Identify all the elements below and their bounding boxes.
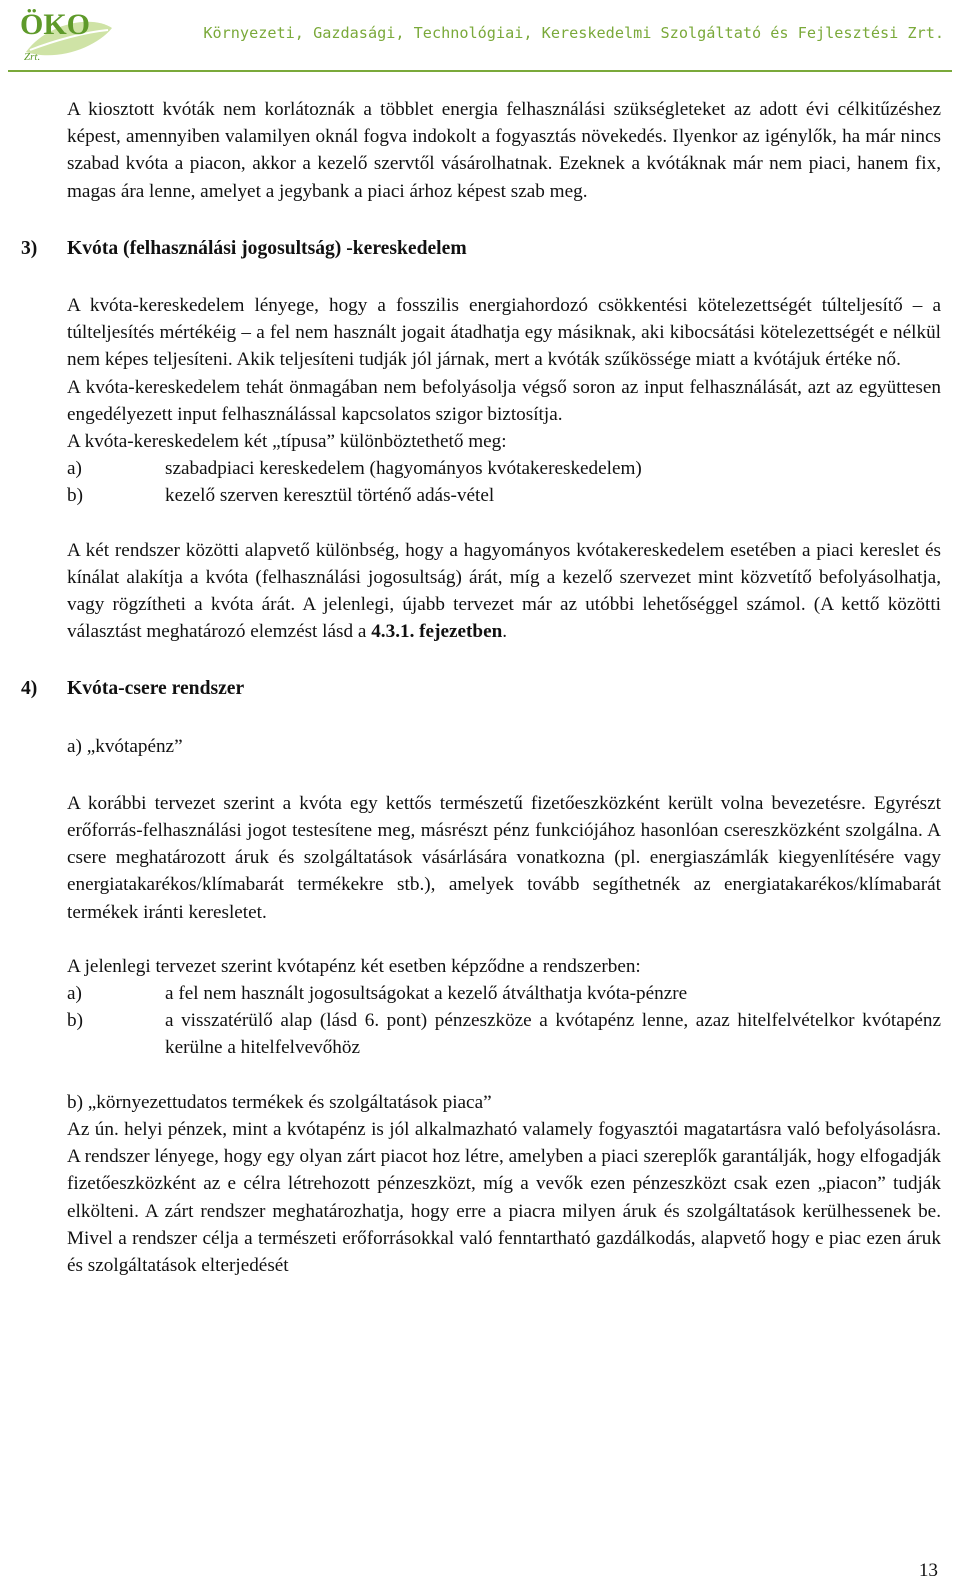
list-item: [67, 482, 941, 509]
paragraph-local-money: Az ún. helyi pénzek, mint a kvótapénz is jól alkalmazható valamely fogyasztói magatartásra való befolyásolásra. A rendszer lényege, hogy egy olyan zárt piacot hoz létre, amelyben a piaci szereplők garantálják, hogy elfogadják fizetőeszközként az e célra létrehozott pénzeszközt, míg a vevők ezen pénzeszközt csak ezen „piacon” tudják elkölteni. A zárt rendszer meghatározhatja, hogy erre a piacra milyen áruk és szolgáltatások kerülhessenek be. Mivel a rendszer célja a természeti erőforrásokkal való fenntartható gazdálkodás, alapvető hogy e piac ezen áruk és szolgáltatások elterjedését: [67, 1118, 941, 1276]
chapter-reference: 4.3.1. fejezetben: [371, 621, 503, 643]
list-item: [67, 1007, 941, 1061]
section-heading-3: [21, 235, 941, 262]
paragraph-text: A két rendszer közötti alapvető különbség, hogy a hagyományos kvótakereskedelem esetében a piaci kereslet és kínálat alakítja a kvóta (felhasználási jogosultság) árát, míg a kezelő szervezet mint közvetítő befolyásolhatja, vagy rögzítheti a kvóta árát. A jelenlegi, újabb tervezet már az utóbbi lehetőséggel számol. (A kettő közötti választást meghatározó elemzést lásd a: [67, 539, 941, 643]
paragraph-end: .: [502, 621, 508, 643]
list-marker: b): [67, 485, 83, 507]
list-text: a fel nem használt jogosultságokat a kezelő átválthatja kvóta-pénzre: [165, 983, 688, 1005]
paragraph-current-draft: A jelenlegi tervezet szerint kvótapénz két esetben képződne a rendszerben:: [67, 955, 641, 977]
list-item: [67, 980, 941, 1007]
list-item: [67, 455, 941, 482]
oko-logo-icon: [16, 4, 116, 66]
paragraph-quota-allocation: A kiosztott kvóták nem korlátoznák a többlet energia felhasználási szükségleteket az adott évi célkitűzéshez képest, amennyiben valamilyen oknál fogva indokolt a fogyasztás növekedés. Ilyenkor az igénylők, ha már nincs szabad kvóta a piacon, akkor a kezelő szervtől vásárolhatnak. Ezeknek a kvótáknak már nem piaci, hanem fix, magas ára lenne, amelyet a jegybank a piaci árhoz képest szab meg.: [67, 99, 941, 202]
paragraph-system-difference: [67, 537, 941, 646]
subheading-green-market: b) „környezettudatos termékek és szolgáltatások piaca”: [67, 1091, 492, 1113]
paragraph-trading-essence: A kvóta-kereskedelem lényege, hogy a fosszilis energiahordozó csökkentési kötelezettségét túlteljesítő – a túlteljesítés mértékéig – a fel nem használt jogait átadhatja egy másiknak, aki kibocsátási kötelezettségét e nélkül nem képes teljesíteni. Akik teljesíteni tudják jól járnak, mert a kvóták szűkössége miatt a kvótájuk értéke nő.: [67, 295, 941, 371]
company-title: Környezeti, Gazdasági, Technológiai, Kereskedelmi Szolgáltató és Fejlesztési Zrt.: [203, 24, 944, 42]
list-marker: a): [67, 458, 82, 480]
section-title: Kvóta-csere rendszer: [67, 678, 245, 700]
section-title: Kvóta (felhasználási jogosultság) -kereskedelem: [67, 237, 467, 259]
list-text: kezelő szerven keresztül történő adás-vétel: [165, 485, 495, 507]
paragraph-trading-types: A kvóta-kereskedelem két „típusa” különböztethető meg:: [67, 431, 507, 453]
page-number: 13: [918, 1560, 938, 1581]
paragraph-previous-draft: A korábbi tervezet szerint a kvóta egy kettős természetű fizetőeszközként került volna bevezetésre. Egyrészt erőforrás-felhasználási jogot testesítene meg, másrészt pénz funkciójához hasonlóan csereszközként szolgálna. A csere meghatározott áruk és szolgáltatások vásárlására vonatkozna (pl. energiaszámlák kiegyenlítésére vagy energiatakarékos/klímabarát termékekre stb.), amelyek tovább segíthetnék az energiatakarékos/klímabarát termékek iránti keresletet.: [67, 792, 941, 923]
list-marker: b): [67, 1010, 83, 1032]
section-heading-4: [21, 675, 941, 702]
page-header: [0, 0, 960, 72]
list-text: szabadpiaci kereskedelem (hagyományos kvótakereskedelem): [165, 458, 642, 480]
logo-subtext: Zrt.: [24, 51, 41, 63]
header-divider: [8, 70, 952, 72]
list-text: a visszatérülő alap (lásd 6. pont) pénzeszköze a kvótapénz lenne, azaz hitelfelvételkor kvótapénz kerülne a hitelfelvevőhöz: [165, 1010, 941, 1059]
subheading-quota-money: a) „kvótapénz”: [67, 735, 183, 757]
section-number: 4): [21, 678, 38, 700]
paragraph-trading-input: A kvóta-kereskedelem tehát önmagában nem befolyásolja végső soron az input felhasználását, azt az együttesen engedélyezett input felhasználással kapcsolatos szigor biztosítja.: [67, 376, 941, 425]
section-number: 3): [21, 237, 38, 259]
logo-text: ÖKO: [20, 8, 91, 41]
list-marker: a): [67, 983, 82, 1005]
document-body: [21, 96, 941, 1279]
